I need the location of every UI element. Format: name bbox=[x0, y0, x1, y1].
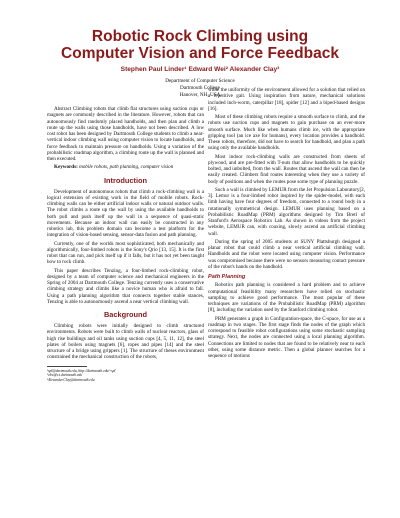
author-list: Stephen Paul Linder¹ Edward Wei² Alexander Clay³ bbox=[120, 66, 280, 73]
footnote-1: ¹spl@dartmouth.edu, http://dartmouth.edu/~spl bbox=[47, 368, 116, 373]
affiliation-institution: Dartmouth College bbox=[180, 85, 220, 91]
right-paragraph-4: Such a wall is climbed by LEMUR from the Jet Propulsion Laboratory[2, 3]. Lemur is a four-limbed robot inspired by the spider-model, with each limb having have four degrees of freedom, connected to a round body in a rotationally symmetrical design. LEMUR uses planning based on a Probabilistic RoadMap (PRM) algorithms designed by Tim Bretl of Stanford's Aerospace Robotics Lab. As shown in videos from the project website, LEMUR can, with coaxing, slowly ascend an artificial climbing wall. bbox=[208, 186, 365, 237]
right-paragraph-5: During the spring of 2005 students at SUNY Plattsburgh designed a planar robot that could climb a near vertical artificial climbing wall. Handholds and the robot were located using computer vision. Performance was compromised because there were no sensors measuring contact pressure of the robot's hands on the handhold. bbox=[208, 238, 365, 270]
intro-paragraph-3: This paper describes Tenzing, a four-limbed rock-climbing robot, designed by a team of computer science and mechanical engineers in the Spring of 2004 at Dartmouth College. Tenzing currently uses a conservative climbing strategy and climbs like a novice human who is afraid to fall. Using a path planning algorithm that connects together stable stances, Tenzing is able to autonomously ascend a near vertical climbing wall. bbox=[47, 267, 204, 305]
footnote-2: ²ehw@cs.dartmouth.edu bbox=[47, 373, 83, 378]
right-paragraph-6: Robotics path planning is considered a hard problem and to achieve computational feasibility many researchers have relied on stochastic sampling to achieve good performance. The most popular of these techniques are variations of the Probabilistic RoadMap (PRM) algorithm [8], including the variation used by the Stanford climbing robot. bbox=[208, 282, 365, 314]
affiliation-location: Hanover, NH, USA bbox=[179, 92, 221, 98]
title-line-2: Computer Vision and Force Feedback bbox=[61, 45, 339, 62]
intro-paragraph-1: Development of autonomous robots that climb a rock-climbing wall is a logical extension of existing work in the field of mobile robots. Rock-climbing walls can be either artificial indoor walls or natural outdoor walls. The robot climbs a route up the wall by using the available handholds to both pull and push itself up the wall in a sequence of quasi-static movements. Because an indoor wall can easily be constructed in any robotics lab, this problem domain can become a test platform for the integration of vision-based sensing, sensor-data fusion and path planning. bbox=[47, 188, 204, 239]
section-heading-background: Background bbox=[103, 310, 148, 319]
footnote-3: ³Alexander.Clay@dartmouth.edu bbox=[47, 377, 95, 382]
right-paragraph-1: while the uniformity of the environment allowed for a solution that relied on a repetitive gait. Using inspiration from nature, mechanical solutions included inch-worm, caterpillar [18], spider [12] and a biped-based designs [16]. bbox=[208, 87, 365, 112]
intro-paragraph-2: Currently, one of the worlds most sophisticated, both mechanically and algorithmically, four-limbed robots is the Sony's Qrio [13, 15]. It is the first robot that can run, and pick itself up if it falls, but it has not yet been taught how to rock climb. bbox=[47, 240, 204, 266]
keywords-label: Keywords: bbox=[54, 164, 78, 171]
left-column bbox=[47, 106, 204, 382]
background-paragraph-1: Climbing robots were initially designed to climb structured environments. Robots were built to climb walls of nuclear reactors, glass of high rise buildings and oil tanks using suction cups [4, 5, 11, 12], the steel plates of boilers using magnets [6], ropes and pipes [14] and the steel structure of a bridge using grippers [1]. The structure of theses environment constrained the mechanical construction of the robots, bbox=[47, 323, 204, 361]
paper-title bbox=[0, 28, 400, 62]
right-paragraph-3: Most indoor rock-climbing walls are constructed from sheets of plywood, and are pre-fitted with T-nuts that allow handholds to be quickly bolted, and unbolted, from the wall. Routes that ascend the wall can then be easily created. Climbers find routes interesting when they use a variety of body of positions and when the routes pose some type of planning puzzle. bbox=[208, 153, 365, 185]
right-paragraph-7: PRM generates a graph in Configuration-space, the C-space, for use as a roadmap in two stages. The first stage finds the nodes of the graph which correspond to feasible robot configurations using some stochastic sampling strategy. Next, the nodes are connected using a local planning algorithm. Connections are limited to nodes that are found to be relatively near to each other, using some distance metric. Then a global planner searches for a sequence of motions bbox=[208, 315, 365, 359]
keywords-text: mobile robots, path planning, computer vision bbox=[79, 164, 174, 171]
subsection-heading-path-planning: Path Planning bbox=[208, 274, 246, 280]
footnote-divider bbox=[47, 366, 87, 367]
right-column bbox=[208, 87, 365, 361]
keywords bbox=[47, 164, 204, 170]
right-paragraph-2: Most of these climbing robots require a smooth surface to climb, and the robots use suction cups and magnets to gain purchase on an ever-more smooth surface. Much like when humans climb ice, with the appropriate gripping tool (an ice axe for humans), every location provides a handhold. These robots, therefore, did not have to search for handhold, and plan a path using only the available handholds. bbox=[208, 114, 365, 152]
section-heading-introduction: Introduction bbox=[103, 175, 148, 185]
title-line-1: Robotic Rock Climbing using bbox=[91, 28, 309, 45]
abstract: Abstract Climbing robots that climb flat structures using suction cups or magnets are commonly described in the literature. However, robots that can autonomously find randomly placed handholds, and then plan and climb a route up the walls using those handholds, have not been described. A low cost robot has been designed by Dartmouth College students to climb a near-vertical indoor climbing wall using computer vision to locate handholds, and force feedback to maintain pressure on handholds. Using a variation of the probabilistic roadmap algorithm, a climbing route up the wall is planned and then executed. bbox=[47, 106, 204, 162]
affiliation-department: Department of Computer Science bbox=[165, 78, 235, 84]
